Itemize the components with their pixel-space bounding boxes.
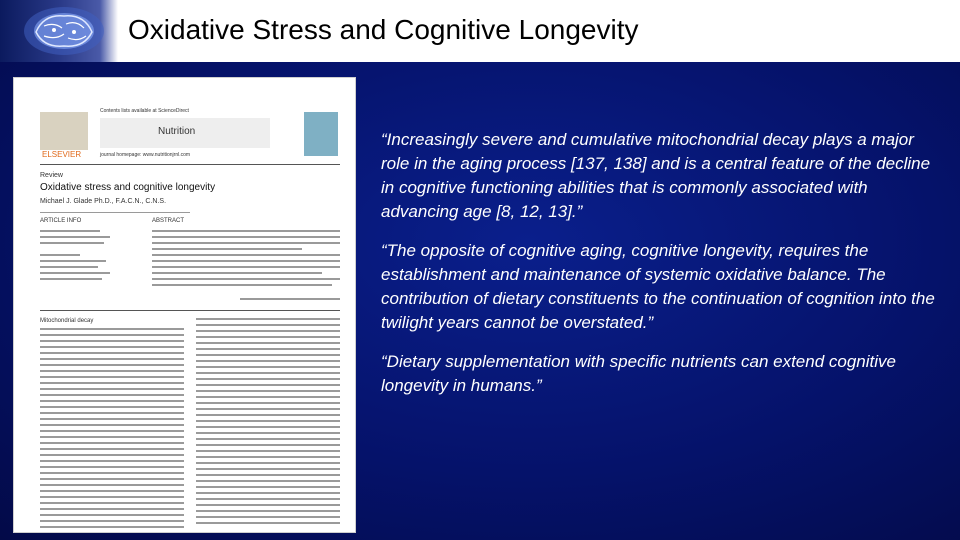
text-line [40, 278, 102, 280]
paper-rule [40, 164, 340, 165]
paper-subheading: Mitochondrial decay [40, 318, 94, 324]
paper-article-info-label: ARTICLE INFO [40, 218, 82, 224]
journal-cover [304, 112, 338, 156]
text-line [152, 278, 340, 280]
text-line [152, 230, 340, 232]
quote-3: “Dietary supplementation with specific nutrients can extend cognitive longevity in humans.” [381, 352, 896, 395]
paper-author: Michael J. Glade Ph.D., F.A.C.N., C.N.S. [40, 198, 167, 205]
paper-journal: Nutrition [158, 126, 196, 137]
brain-icon [14, 2, 114, 60]
paper-page [40, 88, 340, 528]
quote-2: “The opposite of cognitive aging, cognitive longevity, requires the establishment and maintenance of systemic oxidative balance. The contribution of dietary constituents to the continuation of cognition into the twilight years cannot be overstated.” [381, 241, 935, 332]
slide-title: Oxidative Stress and Cognitive Longevity [128, 14, 639, 45]
text-line [152, 266, 340, 268]
text-line [152, 248, 302, 250]
right-body-column [196, 318, 340, 528]
text-line [40, 260, 106, 262]
text-line [40, 230, 100, 232]
text-line [240, 298, 340, 300]
left-body-column [40, 328, 184, 528]
paper-homepage: journal homepage: www.nutritionjrnl.com [100, 152, 191, 158]
quote-list [381, 128, 941, 413]
paper-header-line: Contents lists available at ScienceDirect [100, 108, 189, 114]
quote-1: “Increasingly severe and cumulative mitochondrial decay plays a major role in the aging process [137, 138] and is a central feature of the decline in cognitive functioning abilities that is commonly associated with advancing age [8, 12, 13].” [381, 130, 931, 221]
text-line [152, 272, 322, 274]
text-line [152, 260, 340, 262]
paper-article-title: Oxidative stress and cognitive longevity [40, 182, 216, 193]
text-line [152, 242, 340, 244]
paper-rule [40, 212, 190, 213]
paper-abstract-label: ABSTRACT [152, 218, 185, 224]
text-line [40, 254, 80, 256]
text-line [152, 254, 340, 256]
text-line [40, 236, 110, 238]
paper-section: Review [40, 172, 63, 179]
paper-thumbnail [13, 77, 356, 533]
text-line [40, 242, 104, 244]
header-bar [0, 0, 960, 62]
paper-publisher: ELSEVIER [42, 150, 82, 159]
text-line [152, 284, 332, 286]
text-line [152, 236, 340, 238]
text-line [40, 266, 98, 268]
text-line [40, 272, 110, 274]
publisher-tree-logo [40, 112, 88, 150]
paper-rule [40, 310, 340, 311]
